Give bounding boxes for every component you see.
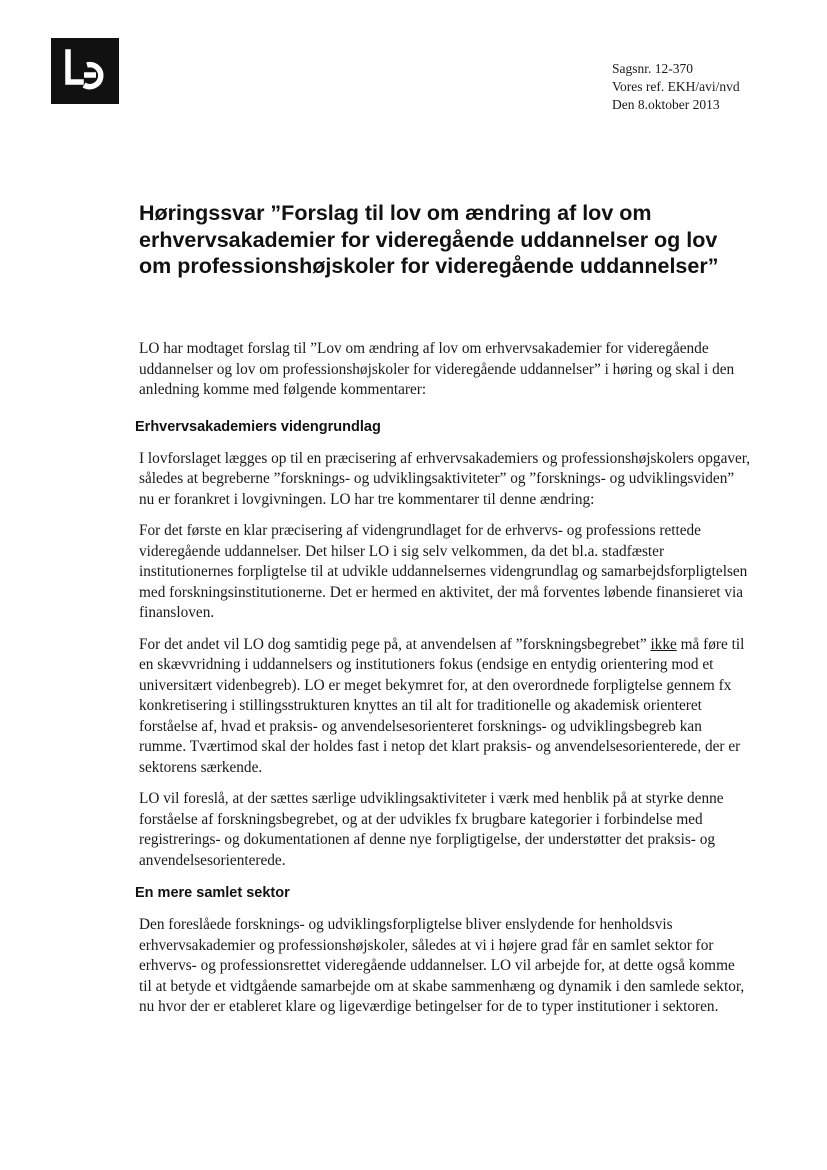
document-body <box>135 339 751 1029</box>
reference-block <box>612 60 740 114</box>
section-heading-knowledge-base: Erhvervsakademiers videngrundlag <box>135 418 381 435</box>
section1-paragraph-1: I lovforslaget lægges op til en præcisering af erhvervsakademiers og professionshøjskolers opgaver, således at begreberne ”forsknings- og udviklingsaktiviteter” og ”forsknings- og udviklingsviden” nu er forankret i lovgivningen. LO har tre kommentarer til denne ændring: <box>139 449 751 508</box>
letter-date: Den 8.oktober 2013 <box>612 97 720 112</box>
lo-logo-mark <box>51 38 119 104</box>
p3-underlined-word: ikke <box>650 635 677 653</box>
p3-text-after: må føre til en skævvridning i uddannelsers og institutioners fokus (endsige en entydig orientering mod et universitært videnbegreb). LO er meget bekymret for, at den overordnede forpligtelse gennem fx konkretisering i stillingsstrukturen knyttes an til alt for traditionelle og akademisk orienteret forståelse af, hvad et praksis- og anvendelsesorienteret forsknings- og udviklingsbegreb kan rumme. Tværtimod skal der holdes fast i netop det klart praksis- og anvendelsesorienterede, der er sektorens særkende. <box>139 635 745 776</box>
section-heading-unified-sector: En mere samlet sektor <box>135 885 290 901</box>
lo-logo <box>51 38 119 104</box>
section2-paragraph-1: Den foreslåede forsknings- og udviklingsforpligtelse bliver enslydende for henholdsvis erhvervsakademier og professionshøjskoler, således at vi i højere grad får en samlet sektor for erhvervs- og professionsrettet videregående uddannelser. LO vil arbejde for, at dette også komme til at betyde et vidtgående samarbejde om at skabe sammenhæng og dynamik i den samlede sektor, nu hvor der er etableret klare og ligeværdige betingelser for de to typer institutioner i sektoren. <box>139 916 745 1015</box>
intro-paragraph: LO har modtaget forslag til ”Lov om ændring af lov om erhvervsakademier for videregående uddannelser og lov om professionshøjskoler for videregående uddannelser” i høring og skal i den anledning komme med følgende kommentarer: <box>139 340 735 398</box>
section1-paragraph-4: LO vil foreslå, at der sættes særlige udviklingsaktiviteter i værk med henblik på at styrke denne forståelse af forskningsbegrebet, og at der udvikles fx brugbare kategorier i forbindelse med registrerings- og dokumentationen af denne nye forpligtigelse, der understøtter det praksis- og anvendelsesorienterede. <box>139 790 724 869</box>
p3-text-before: For det andet vil LO dog samtidig pege på, at anvendelsen af ”forskningsbegrebet” <box>139 635 651 653</box>
section1-paragraph-2: For det første en klar præcisering af videngrundlaget for de erhvervs- og professions rettede videregående uddannelser. Det hilser LO i sig selv velkommen, da det bl.a. stadfæster institutionernes forpligtelse til at udvikle uddannelsernes videngrundlag og samarbejdsforpligtelsen med forskningsinstitutionerne. Det er hermed en aktivitet, der må forventes løbende finansieret via finansloven. <box>139 522 748 621</box>
document-title: Høringssvar ”Forslag til lov om ændring af lov om erhvervsakademier for videregående uddannelser og lov om professionshøjskoler for videregående uddannelser” <box>139 201 719 278</box>
section1-paragraph-3 <box>139 635 751 779</box>
case-number: Sagsnr. 12-370 <box>612 61 693 76</box>
our-reference: Vores ref. EKH/avi/nvd <box>612 79 740 94</box>
